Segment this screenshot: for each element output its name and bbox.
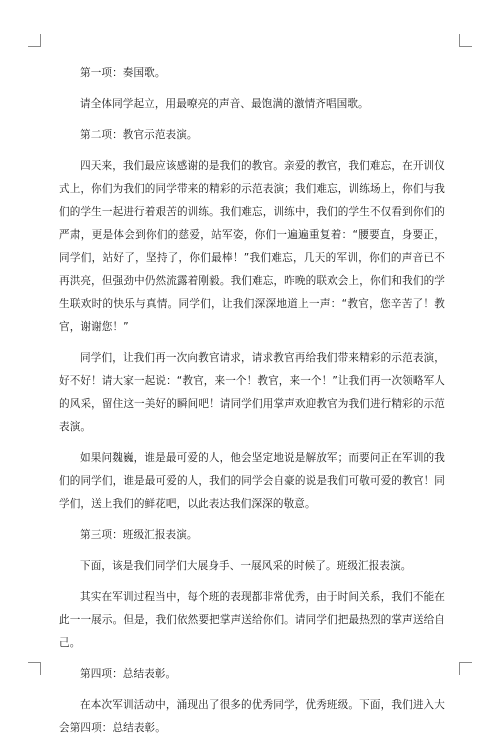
paragraph-class-show: 下面，该是我们同学们大展身手、一展风采的时候了。班级汇报表演。 bbox=[80, 560, 412, 572]
crop-mark-bottom-left bbox=[28, 662, 41, 675]
crop-mark-bottom-right bbox=[459, 662, 472, 675]
paragraph-request-demo: 同学们，让我们再一次向教官请求，请求教官再给我们带来精彩的示范表演，好不好！请大家一起说：“教官，来一个！教官，来一个！”让我们再一次领略军人的风采，留住这一美好的瞬间吧！请同学们用掌声欢迎教官为我们进行精彩的示范表演。 bbox=[59, 352, 445, 433]
paragraph-awards: 在本次军训活动中，涌现出了很多的优秀同学，优秀班级。下面，我们进入大会第四项：总结表彰。 bbox=[59, 699, 445, 734]
paragraph-most-lovable: 如果问魏巍，谁是最可爱的人，他会坚定地说是解放军；而要问正在军训的我们的同学们，谁是最可爱的人，我们的同学会自豪的说是我们可敬可爱的教官！同学们，送上我们的鲜花吧，以此表达我们深深的敬意。 bbox=[59, 452, 445, 510]
paragraph-applause: 其实在军训过程当中，每个班的表现都非常优秀，由于时间关系，我们不能在此一一展示。但是，我们依然要把掌声送给你们。请同学们把最热烈的掌声送给自己。 bbox=[59, 591, 445, 649]
paragraph-item-1-heading: 第一项：奏国歌。 bbox=[80, 67, 166, 79]
paragraph-thanks-instructors: 四天来，我们最应该感谢的是我们的教官。亲爱的教官，我们难忘，在开训仪式上，你们为我们的同学带来的精彩的示范表演；我们难忘，训练场上，你们与我们的学生一起进行着艰苦的训练。我们难忘，训练中，我们的学生不仅看到你们的严肃，更是体会到你们的慈爱，站军姿，你们一遍遍重复着：“腰要直，身要正，同学们，站好了，坚持了，你们最棒！”我们难忘，几天的军训，你们的声音已不再洪亮，但强劲中仍然流露着刚毅。我们难忘，昨晚的联欢会上，你们和我们的学生联欢时的快乐与真情。同学们，让我们深深地道上一声：“教官，您辛苦了！教官，谢谢您！” bbox=[59, 160, 445, 333]
paragraph-item-4-heading: 第四项：总结表彰。 bbox=[80, 668, 177, 680]
document-body bbox=[59, 62, 445, 748]
paragraph-national-anthem: 请全体同学起立，用最嘹亮的声音、最饱满的激情齐唱国歌。 bbox=[80, 98, 369, 110]
paragraph-item-3-heading: 第三项：班级汇报表演。 bbox=[80, 529, 198, 541]
crop-mark-top-left bbox=[28, 34, 41, 47]
crop-mark-top-right bbox=[459, 34, 472, 47]
paragraph-item-2-heading: 第二项：教官示范表演。 bbox=[80, 129, 198, 141]
